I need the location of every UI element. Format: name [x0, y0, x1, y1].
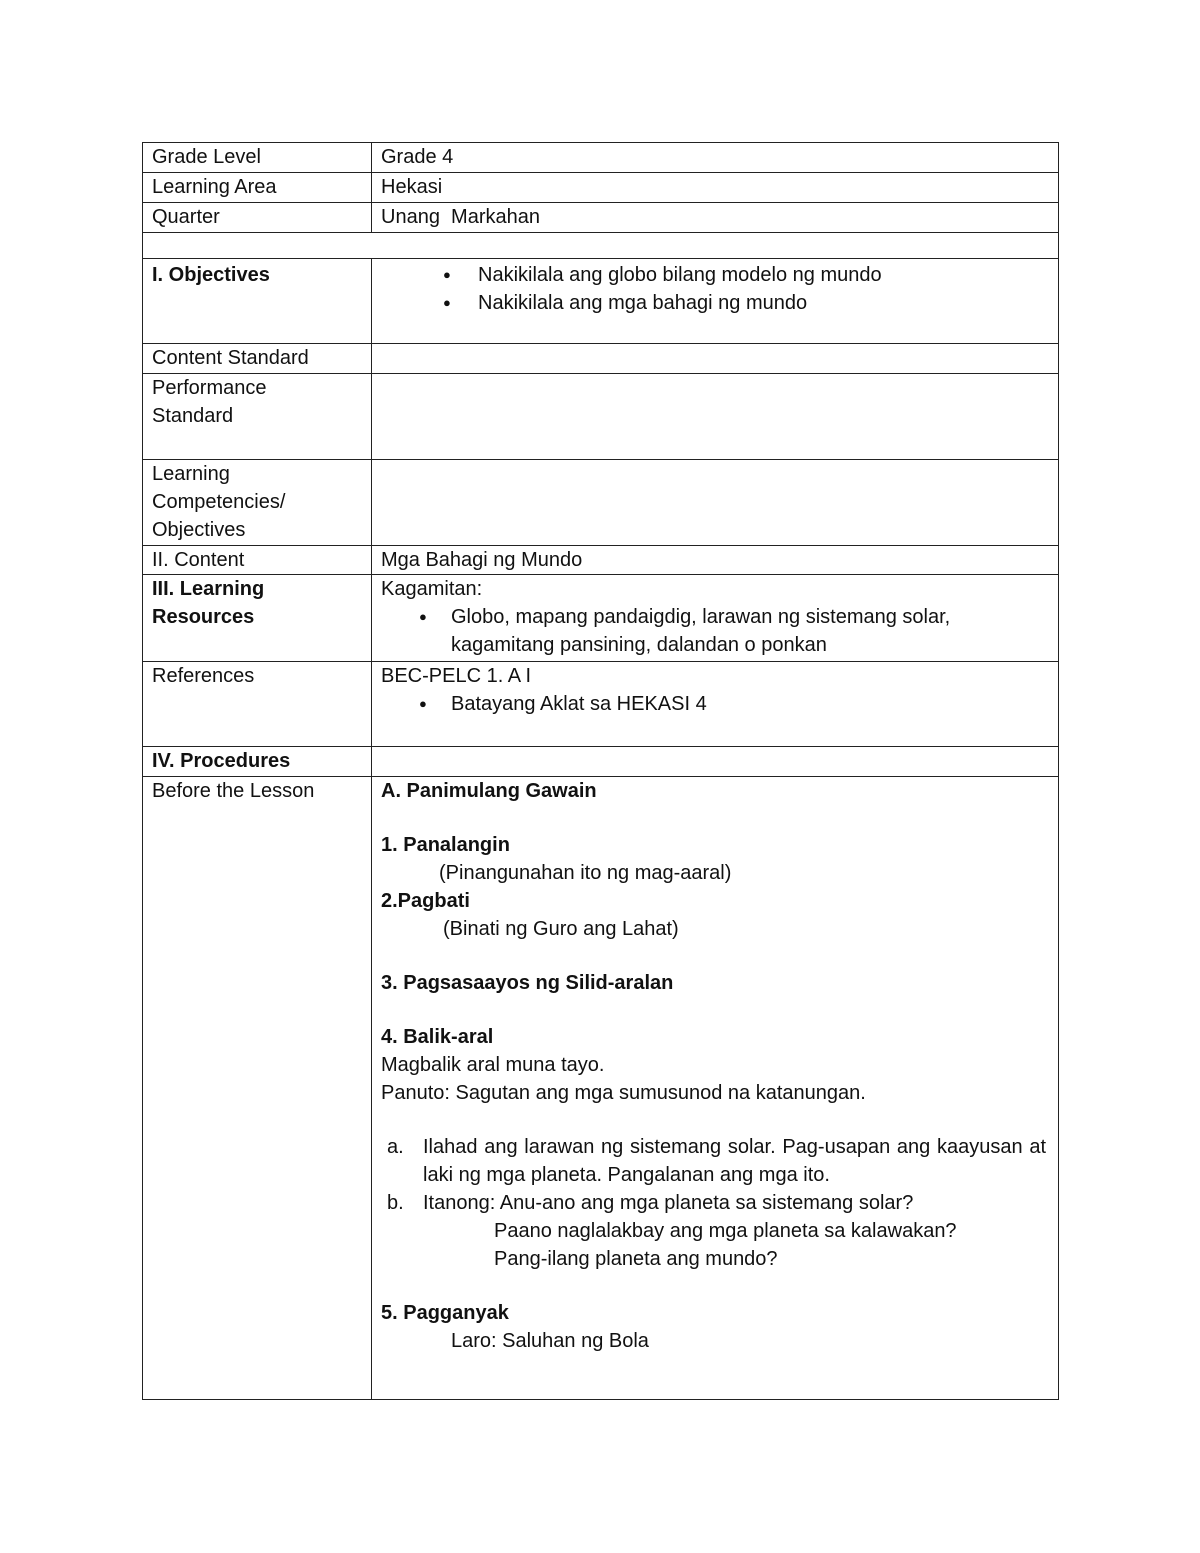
lesson-plan-table — [142, 142, 1059, 1400]
label-content: II. Content — [143, 546, 372, 575]
value-objectives — [372, 259, 1059, 344]
label-line: Learning — [152, 463, 230, 485]
label-references: References — [143, 662, 372, 747]
value-learning-resources — [372, 575, 1059, 662]
question-list — [381, 1133, 1049, 1273]
resources-list — [381, 603, 1049, 659]
step-note: (Pinangunahan ito ng mag-aaral) — [439, 862, 732, 884]
value-before-lesson — [372, 777, 1059, 1400]
label-objectives: I. Objectives — [143, 259, 372, 344]
row-spacer — [143, 233, 1059, 259]
row-content-standard — [143, 344, 1059, 374]
row-content — [143, 546, 1059, 575]
row-learning-competencies — [143, 460, 1059, 546]
spacer — [381, 997, 1049, 1023]
step-title: 3. Pagsasaayos ng Silid-aralan — [381, 972, 674, 994]
step-text: Magbalik aral muna tayo. — [381, 1054, 605, 1076]
value-learning-area: Hekasi — [372, 173, 1059, 203]
label-before-lesson: Before the Lesson — [143, 777, 372, 1400]
row-before-lesson — [143, 777, 1059, 1400]
spacer — [381, 805, 1049, 831]
spacer — [381, 1107, 1049, 1133]
references-code: BEC-PELC 1. A I — [381, 665, 532, 687]
label-procedures: IV. Procedures — [143, 747, 372, 777]
label-learning-competencies — [143, 460, 372, 546]
list-item: ● Nakikilala ang mga bahagi ng mundo — [381, 289, 1049, 317]
row-learning-resources — [143, 575, 1059, 662]
list-item: ● Nakikilala ang globo bilang modelo ng mundo — [381, 261, 1049, 289]
label-learning-area: Learning Area — [143, 173, 372, 203]
label-learning-resources — [143, 575, 372, 662]
value-references — [372, 662, 1059, 747]
value-performance-standard — [372, 374, 1059, 460]
label-performance-standard — [143, 374, 372, 460]
label-line: Standard — [152, 405, 234, 427]
value-quarter: Unang Markahan — [372, 203, 1059, 233]
section-title: A. Panimulang Gawain — [381, 780, 597, 802]
value-grade-level: Grade 4 — [372, 143, 1059, 173]
step-title: 2.Pagbati — [381, 890, 470, 912]
label-content-standard: Content Standard — [143, 344, 372, 374]
list-item — [381, 1189, 1049, 1273]
spacer — [381, 943, 1049, 969]
step-title: 5. Pagganyak — [381, 1302, 509, 1324]
row-quarter — [143, 203, 1059, 233]
label-grade-level: Grade Level — [143, 143, 372, 173]
row-procedures — [143, 747, 1059, 777]
objectives-list — [381, 261, 1049, 317]
label-line: III. Learning — [152, 578, 265, 600]
step-note: (Binati ng Guro ang Lahat) — [443, 918, 679, 940]
value-content: Mga Bahagi ng Mundo — [372, 546, 1059, 575]
spacer-cell — [143, 233, 1059, 259]
list-marker: a. — [387, 1136, 404, 1158]
value-learning-competencies — [372, 460, 1059, 546]
step-note: Laro: Saluhan ng Bola — [451, 1330, 649, 1352]
label-line: Competencies/ — [152, 491, 286, 513]
label-quarter: Quarter — [143, 203, 372, 233]
spacer — [381, 1273, 1049, 1299]
value-content-standard — [372, 344, 1059, 374]
label-line: Objectives — [152, 519, 246, 541]
row-learning-area — [143, 173, 1059, 203]
row-performance-standard — [143, 374, 1059, 460]
list-item — [381, 1133, 1049, 1189]
references-list — [381, 690, 1049, 718]
step-title: 4. Balik-aral — [381, 1026, 494, 1048]
list-item: ● Batayang Aklat sa HEKASI 4 — [381, 690, 1049, 718]
question-text: Pang-ilang planeta ang mundo? — [494, 1248, 778, 1270]
question-text: Itanong: Anu-ano ang mga planeta sa sistemang solar? — [423, 1192, 914, 1214]
label-line: Resources — [152, 606, 255, 628]
value-procedures — [372, 747, 1059, 777]
label-line: Performance — [152, 377, 267, 399]
list-item: ● Globo, mapang pandaigdig, larawan ng sistemang solar, kagamitang pansining, dalandan o ponkan — [381, 603, 1049, 659]
row-objectives — [143, 259, 1059, 344]
question-text: Paano naglalakbay ang mga planeta sa kalawakan? — [494, 1220, 957, 1242]
row-references — [143, 662, 1059, 747]
list-marker: b. — [387, 1192, 404, 1214]
row-grade-level — [143, 143, 1059, 173]
question-text: Ilahad ang larawan ng sistemang solar. Pag-usapan ang kaayusan at laki ng mga planeta. Pangalanan ang mga ito. — [423, 1136, 1046, 1186]
step-text: Panuto: Sagutan ang mga sumusunod na katanungan. — [381, 1082, 866, 1104]
resources-heading: Kagamitan: — [381, 578, 483, 600]
step-title: 1. Panalangin — [381, 834, 510, 856]
